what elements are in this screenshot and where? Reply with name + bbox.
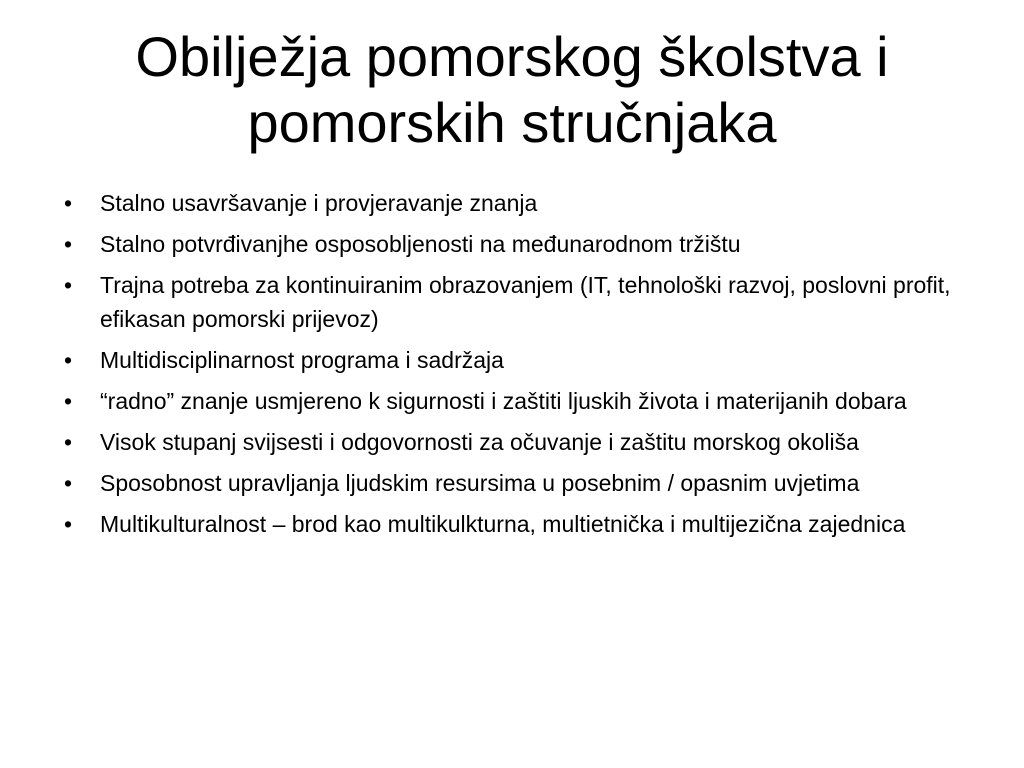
bullet-item (58, 227, 958, 261)
bullet-text: Stalno usavršavanje i provjeravanje znanja (100, 190, 538, 216)
bullet-text: Stalno potvrđivanjhe osposobljenosti na međunarodnom tržištu (100, 231, 741, 257)
bullet-item (58, 186, 958, 220)
bullet-item (58, 384, 958, 418)
bullet-dot-icon: • (63, 347, 73, 373)
bullet-item (58, 343, 958, 377)
bullet-text: Multidisciplinarnost programa i sadržaja (100, 347, 504, 373)
bullet-text: Visok stupanj svijsesti i odgovornosti za očuvanje i zaštitu morskog okoliša (100, 429, 859, 455)
bullet-item (58, 507, 958, 541)
bullet-item (58, 425, 958, 459)
bullet-dot-icon: • (63, 470, 73, 496)
bullet-item (58, 466, 958, 500)
bullet-dot-icon: • (63, 388, 73, 414)
bullet-list (58, 186, 958, 548)
bullet-item (58, 268, 958, 336)
bullet-text: Multikulturalnost – brod kao multikulkturna, multietnička i multijezična zajednica (100, 511, 906, 537)
bullet-dot-icon: • (63, 231, 73, 257)
bullet-dot-icon: • (63, 190, 73, 216)
bullet-dot-icon: • (63, 272, 73, 298)
bullet-dot-icon: • (63, 511, 73, 537)
bullet-text: Sposobnost upravljanja ljudskim resursima u posebnim / opasnim uvjetima (100, 470, 860, 496)
bullet-text: “radno” znanje usmjereno k sigurnosti i zaštiti ljuskih života i materijanih dobara (100, 388, 907, 414)
slide-title: Obilježja pomorskog školstva i pomorskih stručnjaka (135, 25, 889, 154)
bullet-text: Trajna potreba za kontinuiranim obrazovanjem (IT, tehnološki razvoj, poslovni profit, efikasan pomorski prijevoz) (100, 272, 951, 332)
bullet-dot-icon: • (63, 429, 73, 455)
